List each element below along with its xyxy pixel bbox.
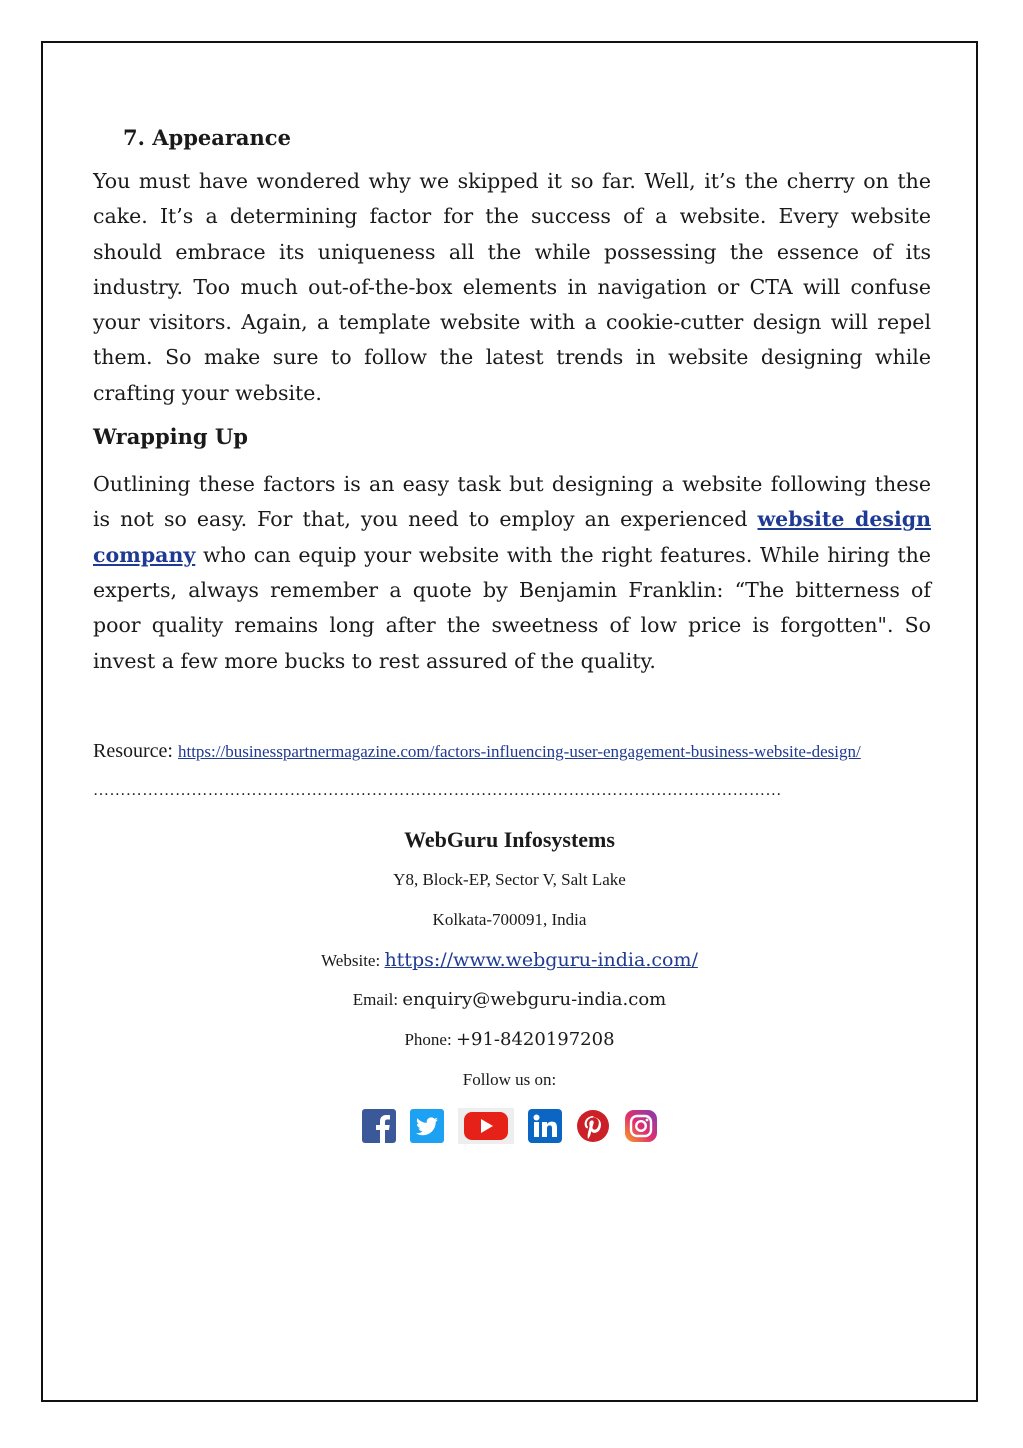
address-line-1: Y8, Block-EP, Sector V, Salt Lake (393, 870, 626, 889)
email-label: Email: (352, 990, 403, 1009)
facebook-icon[interactable] (362, 1109, 396, 1143)
resource-label: Resource: (93, 739, 178, 762)
company-footer (41, 820, 978, 1146)
wrapping-up-paragraph (93, 467, 931, 679)
follow-label: Follow us on: (462, 1070, 557, 1089)
twitter-icon[interactable] (410, 1109, 444, 1143)
website-line (41, 940, 978, 980)
website-link[interactable]: https://www.webguru-india.com/ (384, 949, 698, 971)
phone-value: +91-8420197208 (455, 1029, 615, 1050)
company-name: WebGuru Infosystems (404, 827, 615, 852)
section-heading-appearance: 7. Appearance (123, 125, 291, 150)
separator-dots: ……………………………………………………………………………………………………………… (93, 781, 782, 799)
phone-label: Phone: (404, 1030, 456, 1049)
website-design-company-link[interactable]: website design company (93, 507, 931, 567)
document-body (93, 120, 931, 800)
email-value[interactable]: enquiry@webguru-india.com (402, 989, 667, 1010)
website-label: Website: (321, 951, 385, 970)
linkedin-icon[interactable] (528, 1109, 562, 1143)
section-heading-wrapping-up: Wrapping Up (93, 424, 248, 450)
wrapping-up-text-part1: Outlining these factors is an easy task but designing a website following these is not so easy. For that, you need to employ an experienced (93, 472, 931, 532)
youtube-icon[interactable] (458, 1108, 514, 1144)
phone-line (41, 1020, 978, 1060)
resource-line (93, 737, 931, 766)
wrapping-up-text-part2: who can equip your website with the right features. While hiring the experts, always remember a quote by Benjamin Franklin: “The bitterness of poor quality remains long after the sweetness of low price is forgotten". So invest a few more bucks to rest assured of the quality. (93, 542, 931, 673)
pinterest-icon[interactable] (576, 1109, 610, 1143)
address-line-2: Kolkata-700091, India (432, 910, 587, 929)
email-line (41, 980, 978, 1020)
instagram-icon[interactable] (624, 1109, 658, 1143)
social-icons-row (41, 1106, 978, 1146)
resource-link[interactable]: https://businesspartnermagazine.com/factors-influencing-user-engagement-business-website-design/ (177, 741, 861, 761)
appearance-paragraph: You must have wondered why we skipped it so far. Well, it’s the cherry on the cake. It’s a determining factor for the success of a website. Every website should embrace its uniqueness all the while possessing the essence of its industry. Too much out-of-the-box elements in navigation or CTA will confuse your visitors. Again, a template website with a cookie-cutter design will repel them. So make sure to follow the latest trends in website designing while crafting your website. (93, 169, 931, 405)
